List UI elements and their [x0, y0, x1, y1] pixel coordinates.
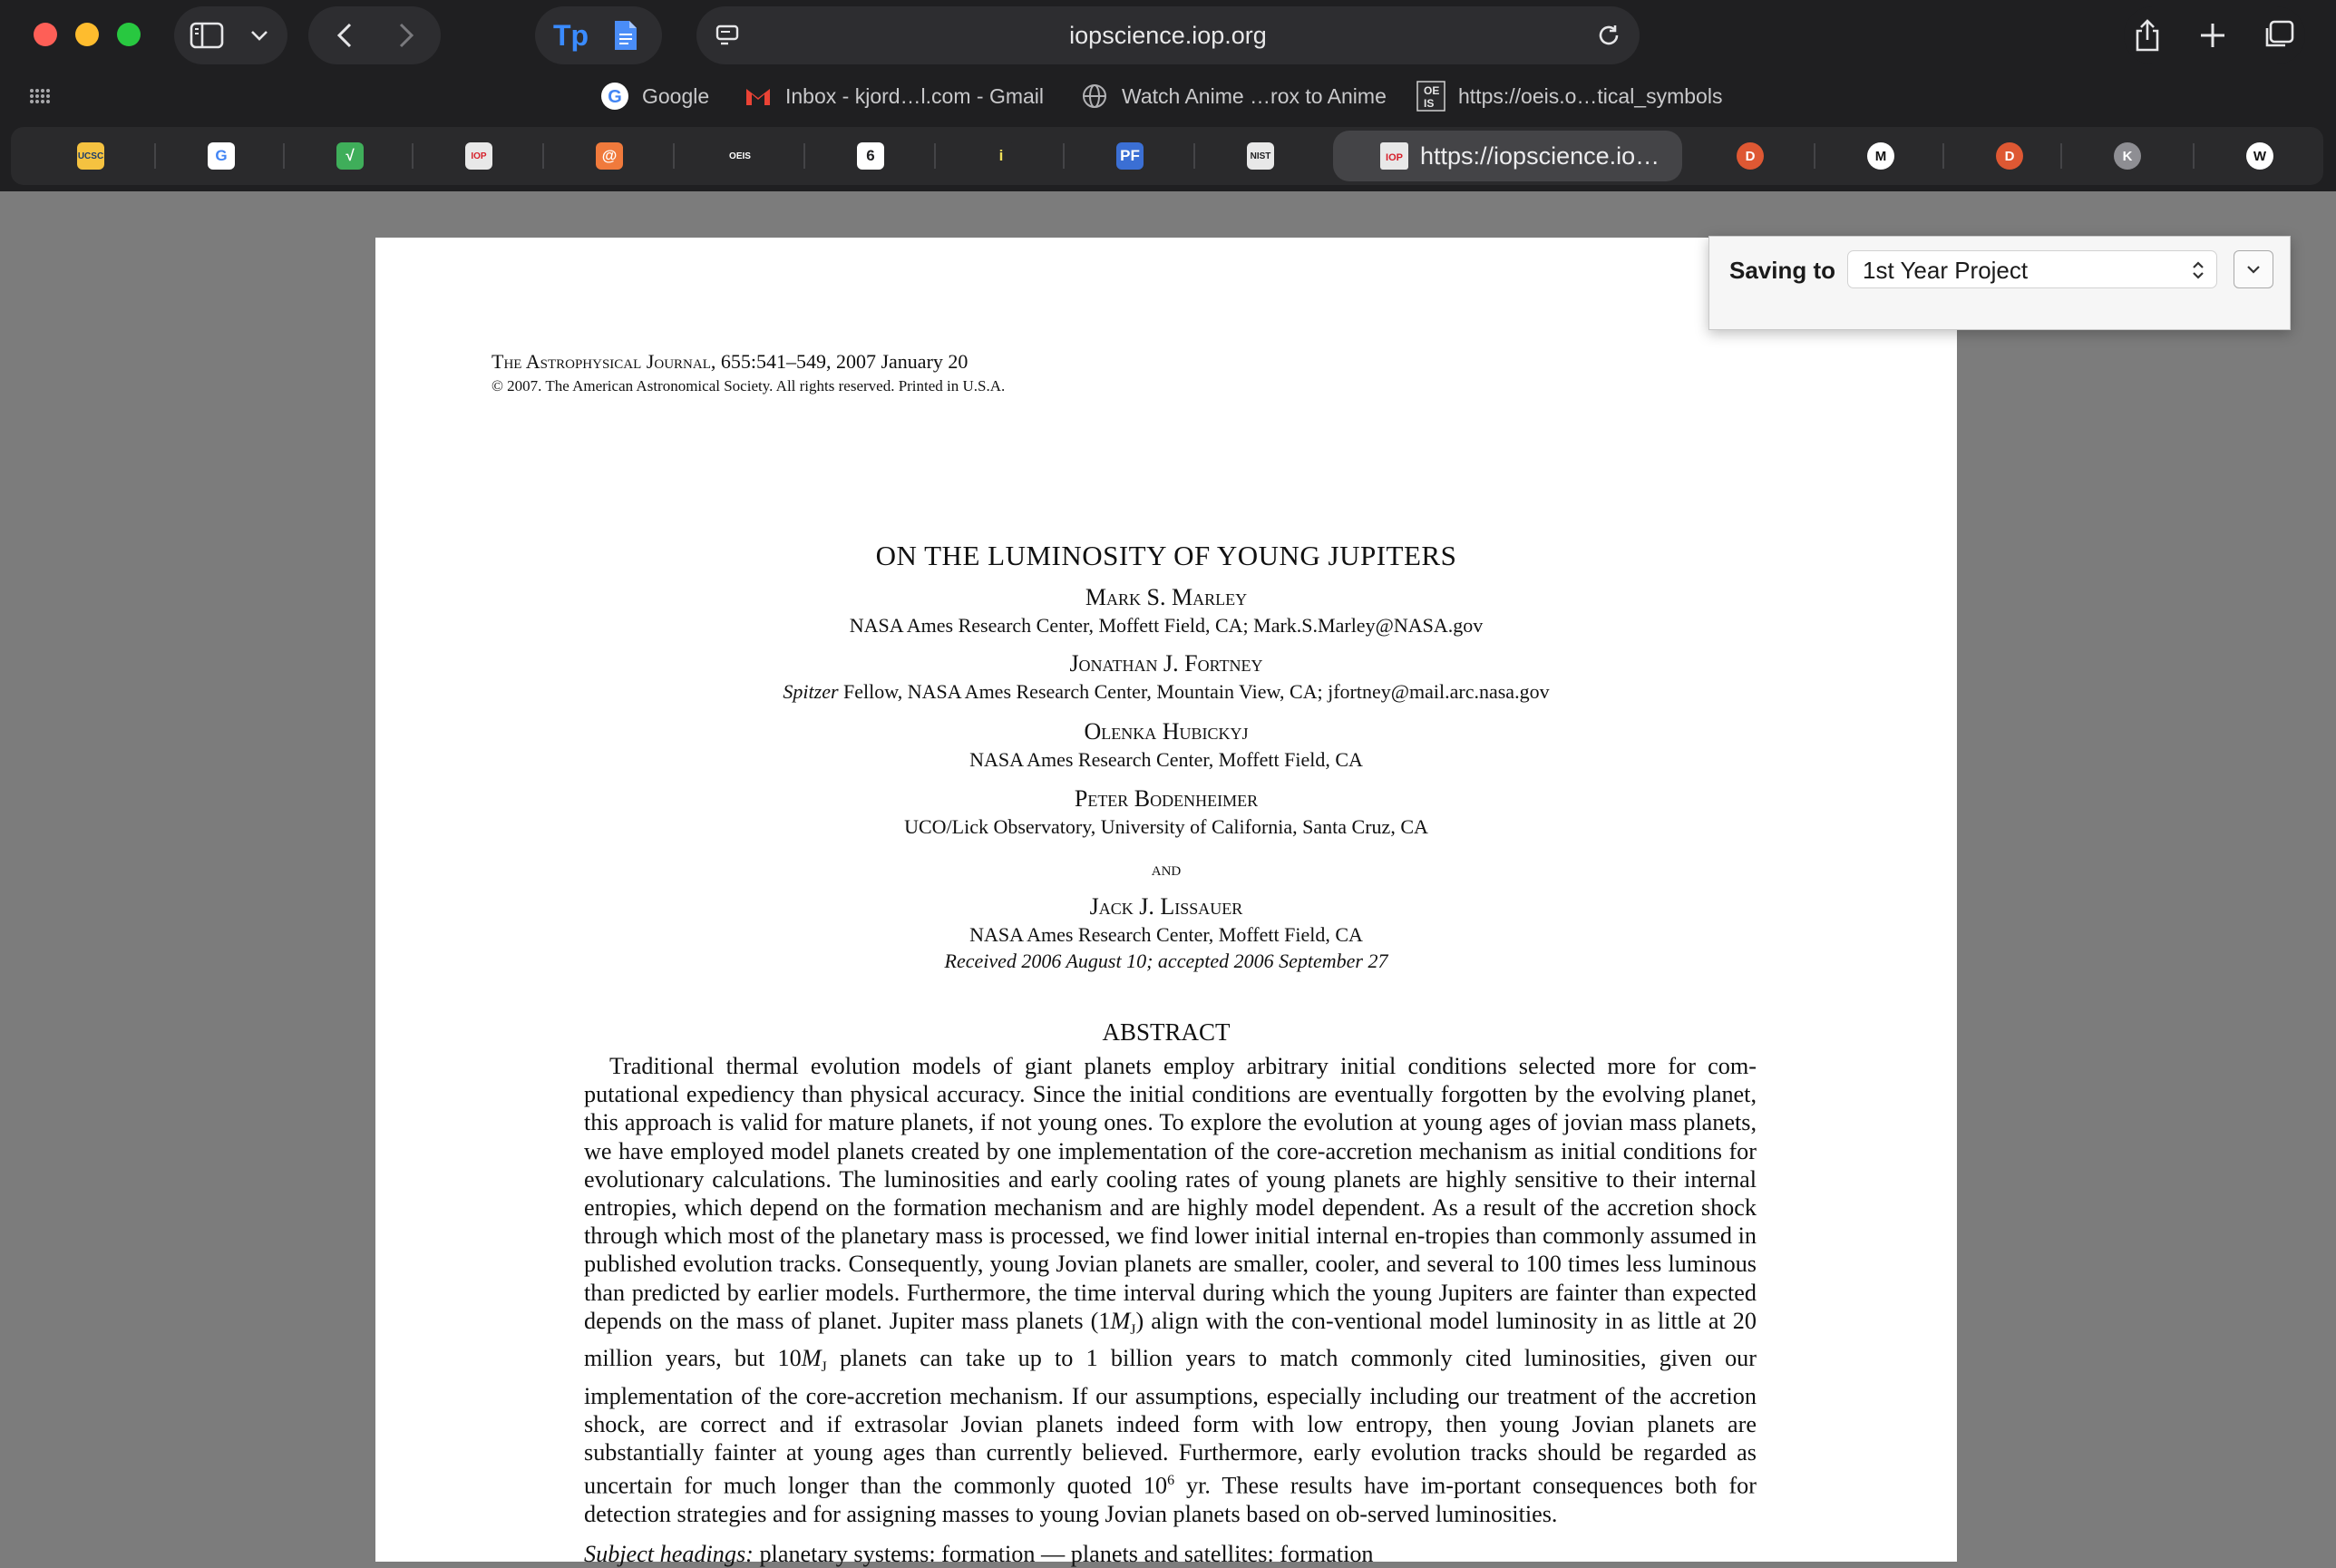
journal-volume: , 655:541–549, 2007 January 20: [710, 350, 968, 373]
duckduckgo-icon: D: [1996, 142, 2023, 170]
author-name: Jonathan J. Fortney: [1069, 650, 1263, 677]
google-icon: G: [208, 142, 235, 170]
author-affiliation: NASA Ames Research Center, Moffett Field, CA: [969, 923, 1363, 946]
chevron-left-icon: [336, 22, 353, 49]
subject-headings-text: planetary systems: formation — planets and satellites: formation: [753, 1541, 1374, 1567]
reload-button[interactable]: [1592, 19, 1625, 52]
nist-tab[interactable]: [1195, 127, 1326, 185]
abstract-heading: ABSTRACT: [1102, 1018, 1231, 1046]
google-tab[interactable]: [156, 127, 287, 185]
ucsc-tab[interactable]: [25, 127, 156, 185]
overleaf-tab[interactable]: [544, 127, 675, 185]
up-down-chevron-icon: [2191, 259, 2205, 281]
favorite-google[interactable]: [600, 76, 709, 116]
active-tab-title: https://iopscience.io…: [1420, 141, 1660, 170]
exponent: 6: [1167, 1473, 1175, 1489]
ucsc-icon: UCSC: [77, 142, 104, 170]
oeis-icon: OEIS: [726, 142, 754, 170]
notebook-icon: i: [988, 142, 1015, 170]
tab-separator: [154, 143, 156, 169]
copyright-notice: © 2007. The American Astronomical Society. All rights reserved. Printed in U.S.A.: [492, 377, 1006, 394]
reload-icon: [1596, 23, 1621, 48]
author-affiliation: [375, 748, 1957, 772]
save-destination-select[interactable]: [1847, 250, 2217, 288]
mathway-icon: √: [336, 142, 364, 170]
svg-text:IOP: IOP: [1386, 152, 1403, 163]
tab-separator: [412, 143, 414, 169]
extensions-group: [535, 6, 662, 64]
svg-text:IS: IS: [1424, 97, 1435, 110]
favorite-label: Google: [642, 83, 710, 108]
abstract-text-d: yr. These results have im-portant consequences both for detection strategies and for assigning masses to young Jovian planets based on ob-served luminosities.: [584, 1473, 1757, 1528]
iop-icon: IOP: [465, 142, 492, 170]
duckduckgo-icon: D: [1737, 142, 1764, 170]
share-icon: [2134, 18, 2161, 53]
tab-separator: [803, 143, 805, 169]
close-window-button[interactable]: [34, 23, 57, 46]
favorites-bar: [0, 76, 2336, 116]
share-button[interactable]: [2127, 15, 2167, 55]
forward-button[interactable]: [388, 17, 424, 54]
oeis-icon: [1416, 82, 1445, 111]
subject-headings-label: Subject headings:: [584, 1541, 754, 1567]
saving-to-label: Saving to: [1729, 257, 1836, 284]
duckduckgo-tab[interactable]: [1685, 127, 1815, 185]
affiliation-italic: Spitzer: [783, 680, 839, 703]
tab-separator: [542, 143, 544, 169]
favorite-oeis[interactable]: [1416, 76, 1722, 116]
journal-name: The Astrophysical Journal: [492, 350, 711, 373]
k-tab[interactable]: [2062, 127, 2193, 185]
swirl-tab[interactable]: [805, 127, 936, 185]
google-icon: [600, 82, 629, 111]
swirl-icon: 6: [857, 142, 884, 170]
author-name: Jack J. Lissauer: [1089, 893, 1243, 920]
tp-extension-icon: [551, 18, 591, 53]
mathway-tab[interactable]: [285, 127, 415, 185]
new-tab-button[interactable]: [2193, 15, 2233, 55]
tab-separator: [1193, 143, 1195, 169]
author-affiliation: [375, 614, 1957, 638]
share-button-wrap: [2124, 6, 2305, 64]
mass-symbol: M: [1110, 1307, 1131, 1334]
tab-separator: [2193, 143, 2195, 169]
favorite-gmail[interactable]: [744, 76, 1044, 116]
abstract-text-c: planets can take up to 1 billion years to match commonly cited luminosities, given our implementation of the core-accretion mechanism. If our assumptions, especially including our treatment of the accretion shock, are correct and if extrasolar Jovian planets indeed form with low entropy, then young Jovian planets are substantially fainter at young ages than currently believed. Furthermore, early evolution tracks should be regarded as uncertain for much longer than the commonly quoted 10: [584, 1345, 1757, 1500]
tab-overview-icon: [2262, 20, 2294, 51]
chevron-right-icon: [398, 22, 414, 49]
medium-icon: M: [1867, 142, 1894, 170]
notebook-tab[interactable]: [936, 127, 1066, 185]
overleaf-icon: @: [596, 142, 623, 170]
svg-text:OE: OE: [1424, 84, 1440, 97]
affiliation-text: UCO/Lick Observatory, University of California, Santa Cruz, CA: [904, 815, 1428, 838]
sidebar-toggle-group: [174, 6, 287, 64]
globe-icon: [1080, 82, 1109, 111]
browser-toolbar: [0, 0, 2336, 191]
affiliation-text: Fellow, NASA Ames Research Center, Mountain View, CA; jfortney@mail.arc.nasa.gov: [838, 680, 1550, 703]
tab-group-menu-button[interactable]: [247, 24, 272, 46]
author-affiliation: [375, 680, 1957, 704]
mass-symbol: M: [801, 1345, 822, 1372]
subject-headings: [584, 1541, 1757, 1568]
save-options-dropdown-button[interactable]: [2234, 250, 2273, 288]
mass-subscript: J: [1130, 1322, 1136, 1339]
gmail-icon: [744, 82, 773, 111]
save-destination-value: 1st Year Project: [1863, 257, 2029, 284]
plus-icon: [2199, 22, 2226, 49]
address-url: iopscience.iop.org: [1069, 22, 1267, 49]
pf-icon: PF: [1116, 142, 1144, 170]
tab-bar: [11, 127, 2323, 185]
sidebar-icon: [190, 22, 224, 49]
favorite-label: Inbox - kjord…l.com - Gmail: [785, 83, 1045, 108]
medium-tab[interactable]: [1815, 127, 1946, 185]
author-name: Peter Bodenheimer: [1074, 785, 1259, 812]
favorite-anime[interactable]: [1080, 76, 1387, 116]
paper-title: ON THE LUMINOSITY OF YOUNG JUPITERS: [875, 540, 1457, 571]
typinator-extension-button[interactable]: [550, 17, 593, 54]
chevron-down-icon: [2246, 265, 2261, 274]
tab-separator: [1942, 143, 1944, 169]
author-affiliation: [375, 815, 1957, 839]
tab-separator: [1814, 143, 1815, 169]
k-icon: K: [2114, 142, 2141, 170]
iop-icon: [1380, 142, 1408, 170]
tab-separator: [934, 143, 936, 169]
tab-overview-button[interactable]: [2258, 15, 2298, 55]
favorite-label: https://oeis.o…tical_symbols: [1458, 83, 1723, 108]
author-name: Mark S. Marley: [1085, 584, 1248, 610]
wikipedia-tab[interactable]: [2195, 127, 2325, 185]
sidebar-toggle-button[interactable]: [187, 17, 227, 54]
chevron-down-icon: [250, 30, 268, 41]
save-to-popup: [1708, 236, 2291, 330]
address-bar[interactable]: [696, 6, 1640, 64]
svg-text:Tp: Tp: [553, 19, 589, 52]
iop-tab[interactable]: [414, 127, 544, 185]
document-icon: [613, 19, 638, 52]
minimize-window-button[interactable]: [75, 23, 99, 46]
tab-separator: [2060, 143, 2062, 169]
pdf-page: [375, 238, 1957, 1567]
abstract-body: [584, 1052, 1757, 1528]
tab-separator: [1063, 143, 1065, 169]
author-name: Olenka Hubickyj: [1084, 718, 1249, 745]
affiliation-text: NASA Ames Research Center, Moffett Field, CA: [969, 748, 1363, 771]
tab-separator: [673, 143, 675, 169]
active-tab[interactable]: [1333, 131, 1682, 181]
affiliation-text: NASA Ames Research Center, Moffett Field, CA; Mark.S.Marley@NASA.gov: [849, 614, 1484, 637]
received-date: Received 2006 August 10; accepted 2006 September 27: [944, 950, 1388, 972]
duckduckgo-tab-2[interactable]: [1944, 127, 2075, 185]
oeis-tab[interactable]: [675, 127, 805, 185]
tab-separator: [283, 143, 285, 169]
back-button[interactable]: [326, 17, 363, 54]
mass-subscript: J: [821, 1359, 827, 1376]
svg-text:G: G: [608, 87, 622, 107]
wikipedia-icon: W: [2246, 142, 2273, 170]
pdf-viewer[interactable]: [0, 191, 2336, 1567]
favorite-label: Watch Anime …rox to Anime: [1122, 83, 1387, 108]
docs-extension-button[interactable]: [608, 17, 644, 54]
pf-tab[interactable]: [1065, 127, 1195, 185]
nist-icon: NIST: [1247, 142, 1274, 170]
navigation-group: [308, 6, 441, 64]
abstract-text-a: Traditional thermal evolution models of giant planets employ arbitrary initial conditions selected more for com-putational expediency than physical accuracy. Since the initial conditions are eventually forgotten by the evolving planet, this approach is valid for mature planets, if not young ones. To explore the evolution at young ages of jovian mass planets, we have employed model planets created by one implementation of the core-accretion mechanism as initial conditions for evolutionary calculations. The luminosities and early cooling rates of young planets are highly sensitive to their internal entropies, which depend on the formation mechanism and are highly model dependent. As a result of the accretion shock through which most of the planetary mass is processed, we find lower initial internal en-tropies than commonly assumed in published evolution tracks. Consequently, young Jovian planets are smaller, cooler, and several to 100 times less luminous than predicted by earlier models. Furthermore, the time interval during which the young Jupiters are fainter than expected depends on the mass of planet. Jupiter mass planets (1: [584, 1053, 1757, 1334]
zoom-window-button[interactable]: [117, 23, 141, 46]
abstract-text-b: ) align with the con-ventional model luminosity in as little at 20 million years, but 10: [584, 1307, 1757, 1372]
and-separator: and: [1151, 858, 1182, 880]
journal-citation: [492, 350, 968, 374]
